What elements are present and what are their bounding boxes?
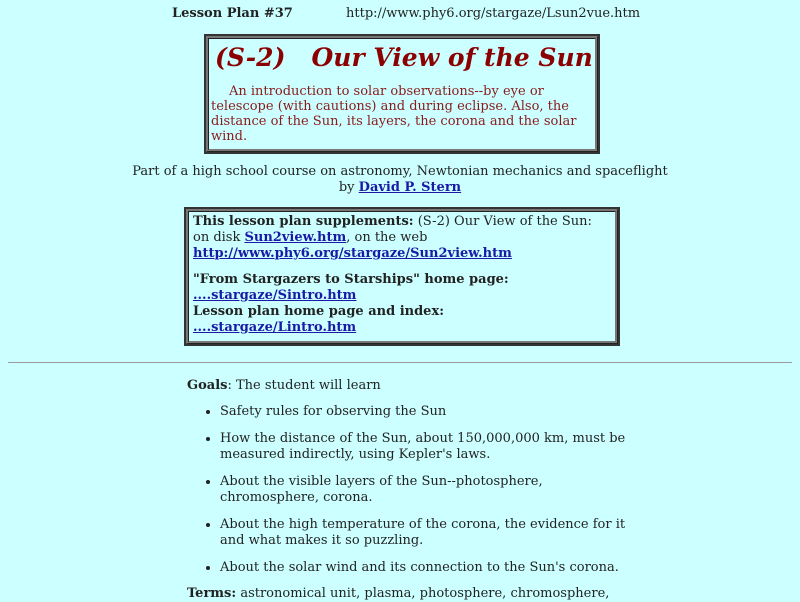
divider xyxy=(8,362,792,363)
list-item: • About the solar wind and its connection to the Sun's corona. xyxy=(220,560,627,576)
list-item: • About the visible layers of the Sun--photosphere, chromosphere, corona. xyxy=(220,474,627,506)
index-link[interactable]: ....stargaze/Lintro.htm xyxy=(193,320,357,335)
index-label: Lesson plan home page and index: xyxy=(193,304,444,319)
list-item: • How the distance of the Sun, about 150,000,000 km, must be measured indirectly, using Kepler's laws. xyxy=(220,431,627,463)
course-info xyxy=(0,164,800,196)
list-item: • About the high temperature of the corona, the evidence for it and what makes it so puzzling. xyxy=(220,517,627,549)
course-line: Part of a high school course on astronomy, Newtonian mechanics and spaceflight xyxy=(132,164,668,179)
terms-text: astronomical unit, plasma, photosphere, chromosphere, xyxy=(236,586,610,601)
title-box xyxy=(206,36,598,152)
list-item: • Safety rules for observing the Sun xyxy=(220,404,627,420)
supplement-label: This lesson plan supplements: xyxy=(193,214,414,229)
goals-label: Goals xyxy=(187,378,228,393)
page-url: http://www.phy6.org/stargaze/Lsun2vue.htm xyxy=(346,6,641,21)
page-title: (S-2) Our View of the Sun xyxy=(215,43,593,72)
page-description: An introduction to solar observations--by eye or telescope (with cautions) and during eclipse. Also, the distance of the Sun, its layers, the corona and the solar wind. xyxy=(211,84,577,144)
goals-intro: : The student will learn xyxy=(227,378,381,393)
disk-link[interactable]: Sun2view.htm xyxy=(244,230,347,245)
web-link[interactable]: http://www.phy6.org/stargaze/Sun2view.htm xyxy=(193,246,512,261)
goals-section xyxy=(187,378,627,602)
supplement-text: (S-2) Our View of the Sun: on disk xyxy=(193,214,592,245)
supplement-box xyxy=(186,209,618,344)
terms-label: Terms: xyxy=(187,586,237,601)
home-label: "From Stargazers to Starships" home page: xyxy=(193,272,509,287)
home-link[interactable]: ....stargaze/Sintro.htm xyxy=(193,288,357,303)
author-link[interactable]: David P. Stern xyxy=(358,180,462,195)
goals-list xyxy=(187,404,627,576)
supplement-text-2: , on the web xyxy=(346,230,428,245)
by-label: by xyxy=(338,180,355,195)
lesson-number: Lesson Plan #37 xyxy=(172,6,293,21)
